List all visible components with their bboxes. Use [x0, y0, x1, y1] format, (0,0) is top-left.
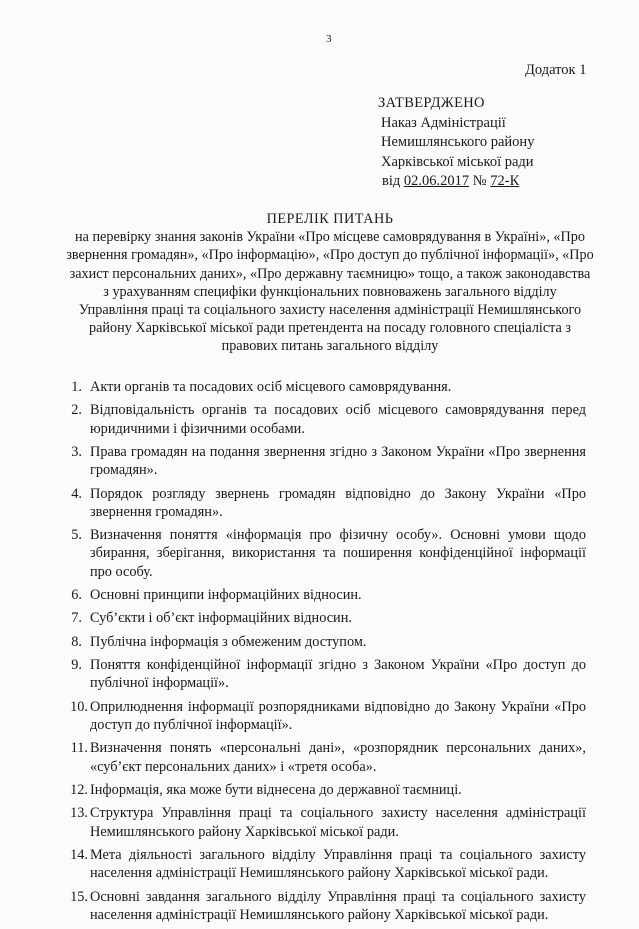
order-number: 72-К — [490, 173, 520, 189]
question-text: Порядок розгляду звернень громадян відповідно до Закону України «Про звернення громадян». — [90, 485, 586, 520]
approval-block — [378, 94, 534, 192]
question-text: Права громадян на подання звернення згідно з Законом України «Про звернення громадян». — [90, 443, 586, 479]
question-text: Визначення понять «персональні дані», «розпорядник персональних даних», «суб’єкт персональних даних» і «третя особа». — [90, 740, 586, 775]
subtitle-line: Управління праці та соціального захисту населення адміністрації Немишлянського — [78, 302, 582, 319]
approval-line-1: Наказ Адміністрації — [381, 114, 506, 131]
question-text: Мета діяльності загального відділу Управління праці та соціального захисту населення адміністрації Немишлянського району Харківської міської ради. — [90, 846, 586, 882]
question-text: Основні завдання загального відділу Управління праці та соціального захисту населення адміністрації Немишлянського району Харківської міської ради. — [90, 888, 586, 923]
question-text: Суб’єкти і об’єкт інформаційних відносин. — [90, 610, 352, 627]
question-number: 15. — [70, 888, 88, 905]
question-number: 11. — [70, 740, 88, 757]
question-item — [62, 443, 586, 479]
subtitle-line: правових питань загального відділу — [221, 338, 439, 355]
number-prefix: № — [472, 173, 487, 189]
question-number: 5. — [71, 527, 82, 544]
questions-list — [62, 378, 586, 929]
question-item — [62, 401, 586, 437]
question-text: Акти органів та посадових осіб місцевого самоврядування. — [90, 379, 452, 395]
question-item — [62, 378, 586, 396]
question-item — [62, 656, 586, 692]
approval-heading: ЗАТВЕРДЖЕНО — [378, 95, 485, 111]
question-item — [62, 781, 586, 799]
subtitle-line: захист персональних даних», «Про державну таємницю» тощо, а також законодавства — [69, 265, 591, 282]
question-text: Визначення поняття «інформація про фізичну особу». Основні умови щодо збирання, зберігання, використання та поширення конфіденційної інформації про особу. — [90, 527, 586, 580]
question-item — [62, 526, 586, 581]
question-number: 9. — [71, 657, 82, 674]
page-number: 3 — [326, 33, 332, 45]
question-item — [62, 609, 586, 627]
approval-line-3: Харківської міської ради — [381, 153, 534, 170]
question-text: Поняття конфіденційної інформації згідно з Законом України «Про доступ до публічної інформації». — [90, 657, 586, 692]
question-item — [62, 888, 586, 924]
question-text: Структура Управління праці та соціального захисту населення адміністрації Немишлянського району Харківської міської ради. — [90, 805, 586, 840]
question-number: 1. — [71, 379, 82, 395]
question-text: Інформація, яка може бути віднесена до державної таємниці. — [90, 781, 462, 798]
annex-label: Додаток 1 — [525, 62, 587, 78]
question-number: 8. — [71, 633, 82, 650]
question-item — [62, 804, 586, 840]
question-text: Публічна інформація з обмеженим доступом. — [90, 633, 367, 650]
subtitle-line: району Харківської міської ради претендента на посаду головного спеціаліста з — [89, 320, 571, 337]
question-number: 7. — [71, 610, 82, 627]
question-text: Відповідальність органів та посадових осіб місцевого самоврядування перед юридичними і фізичними особами. — [90, 402, 586, 437]
question-number: 4. — [71, 485, 82, 502]
subtitle-line: на перевірку знання законів України «Про місцеве самоврядування в Україні», «Про — [75, 229, 585, 246]
question-item — [62, 739, 586, 775]
question-item — [62, 698, 586, 734]
question-number: 10. — [70, 698, 88, 715]
question-number: 14. — [70, 846, 88, 863]
approval-date-line — [378, 172, 534, 192]
question-number: 12. — [70, 781, 88, 798]
question-item — [62, 633, 586, 651]
document-title: ПЕРЕЛІК ПИТАНЬ — [266, 211, 394, 227]
subtitle-line: звернення громадян», «Про інформацію», «Про доступ до публічної інформації», «Про — [66, 247, 594, 264]
order-date: 02.06.2017 — [403, 173, 470, 189]
subtitle-line: з урахуванням специфіки функціональних повноважень загального відділу — [103, 283, 557, 300]
question-number: 6. — [71, 586, 82, 603]
question-number: 2. — [71, 402, 82, 419]
question-item — [62, 586, 586, 604]
question-number: 3. — [71, 443, 82, 460]
document-title-block — [40, 210, 620, 356]
question-item — [62, 485, 586, 521]
question-item — [62, 846, 586, 882]
question-text: Оприлюднення інформації розпорядниками відповідно до Закону України «Про доступ до публічної інформації». — [90, 698, 586, 733]
question-text: Основні принципи інформаційних відносин. — [90, 586, 362, 603]
question-number: 13. — [70, 805, 88, 822]
date-prefix: від — [382, 173, 401, 189]
approval-line-2: Немишлянського району — [381, 134, 535, 150]
